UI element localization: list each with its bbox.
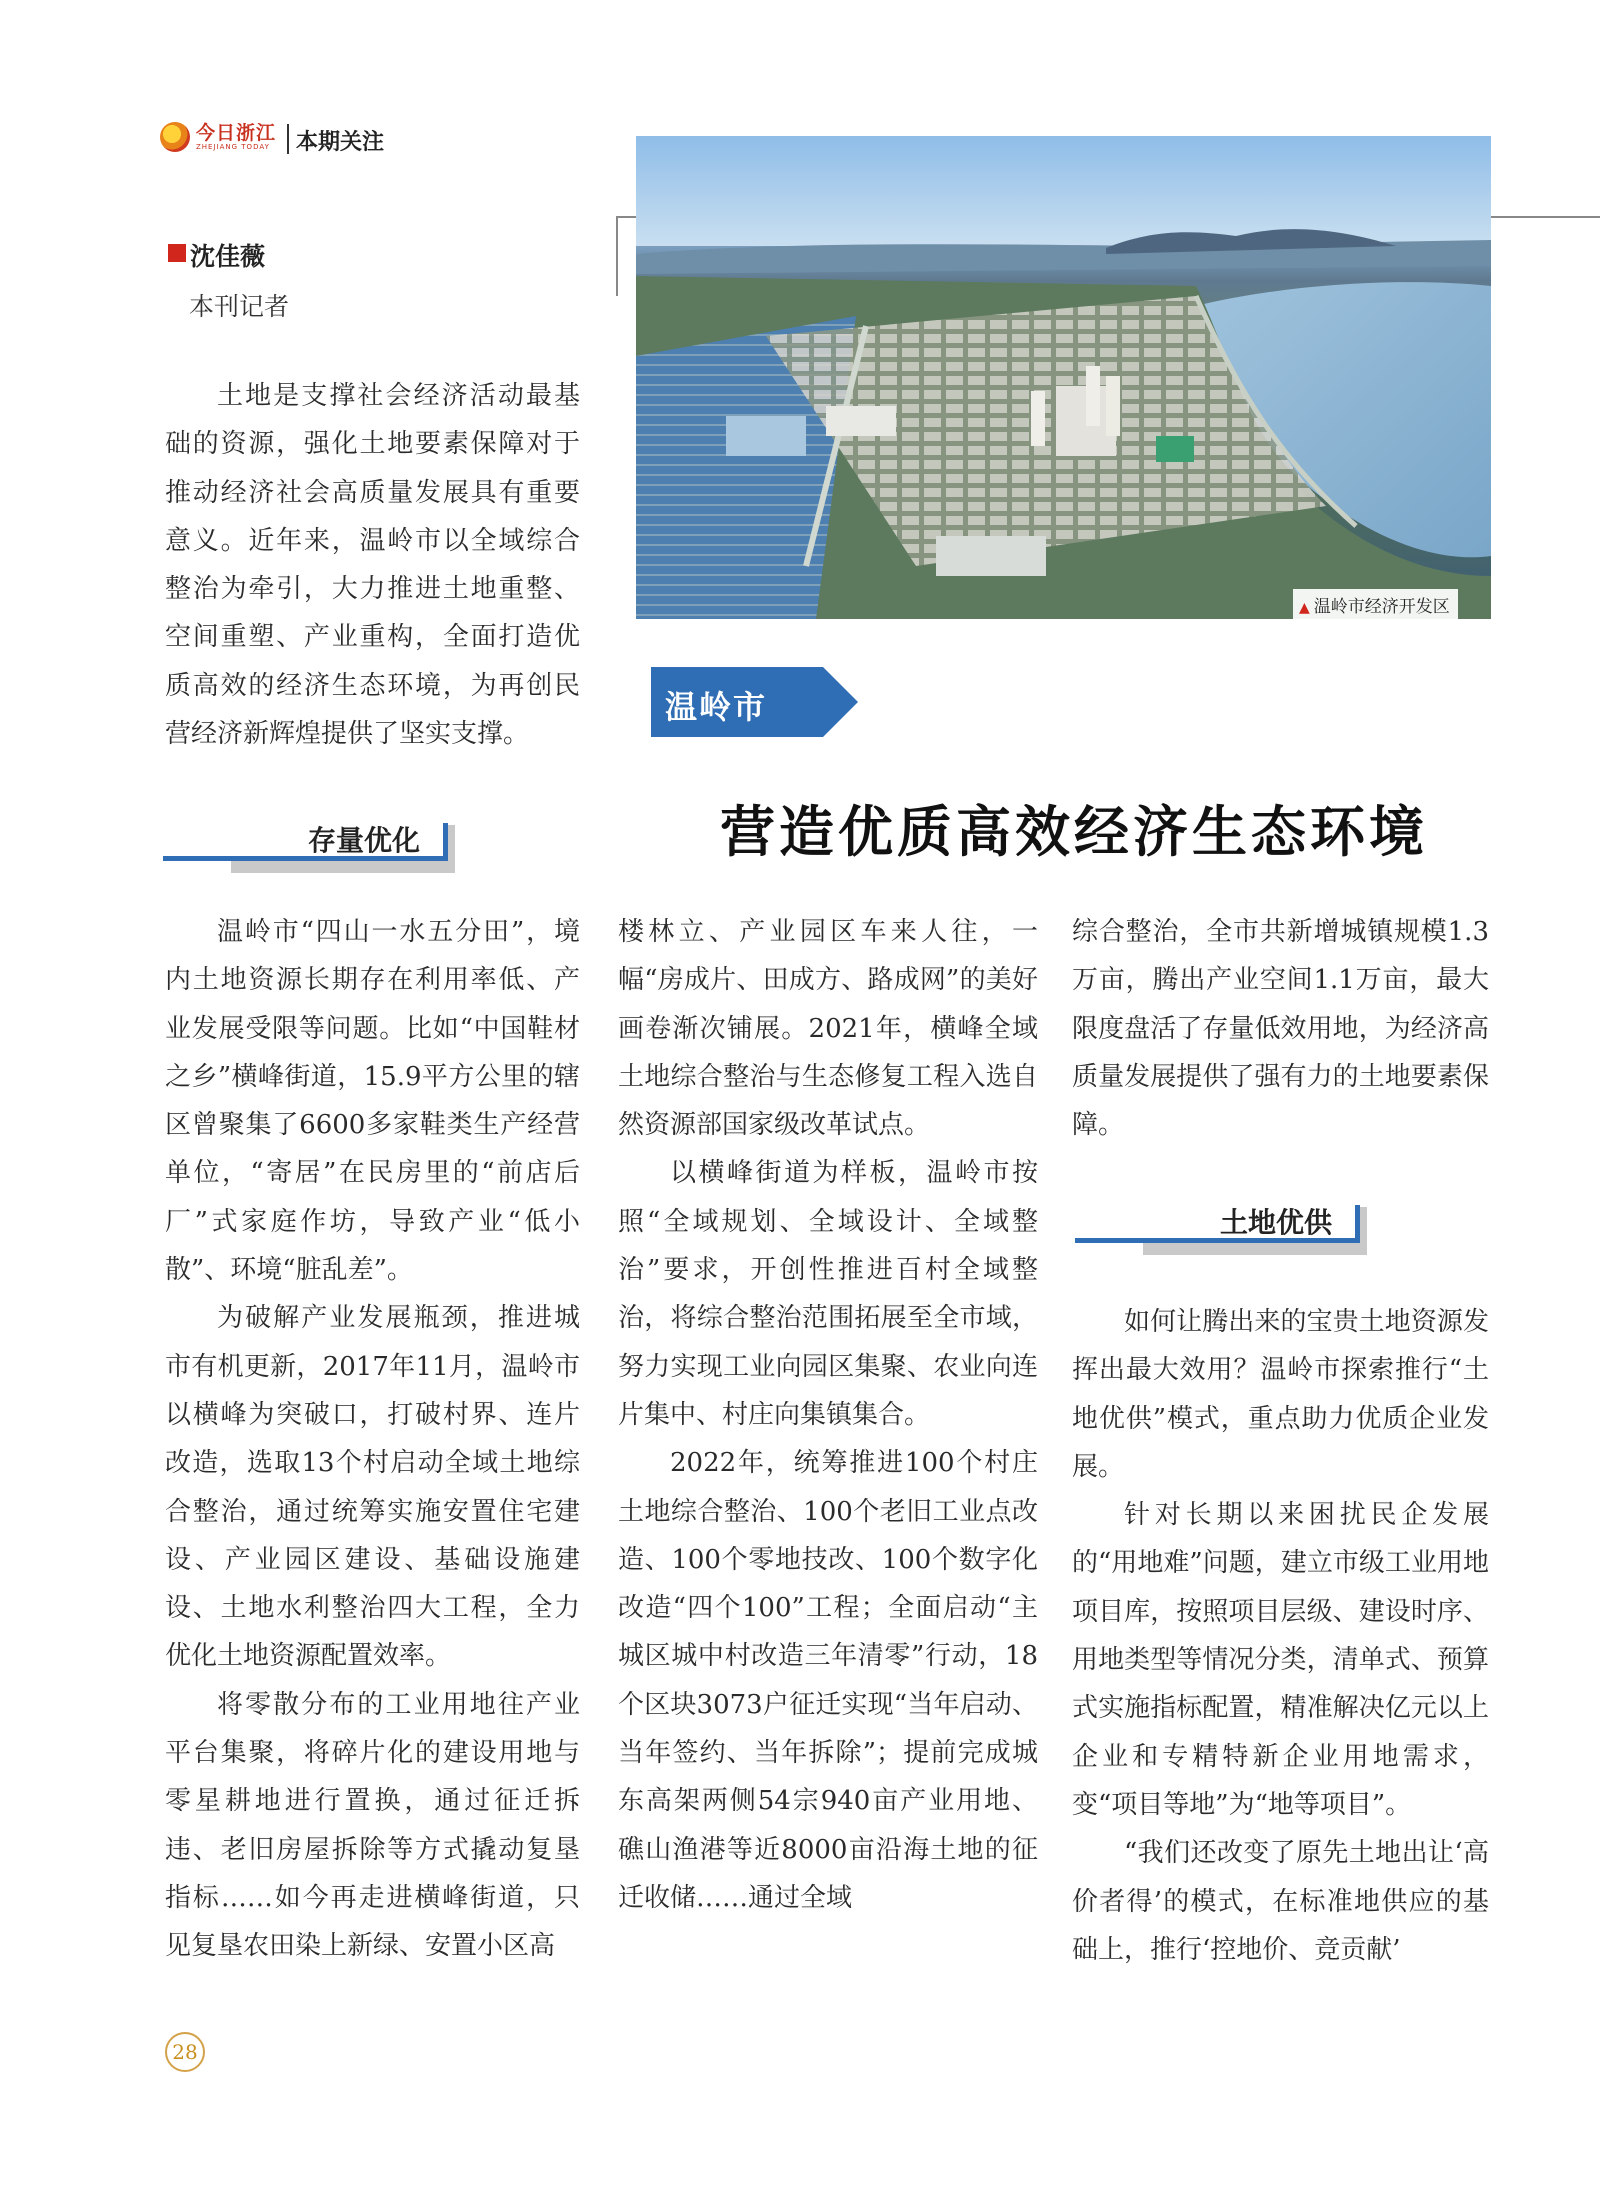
- paragraph: “我们还改变了原先土地出让‘高价者得’的模式，在标准地供应的基础上，推行‘控地价、竞贡献’: [1072, 1838, 1489, 1965]
- author-marker: [168, 244, 186, 262]
- subhead-corner: [443, 823, 448, 861]
- subhead-shadow: [1143, 1243, 1367, 1255]
- paragraph: 2022年，统筹推进100个村庄土地综合整治、100个老旧工业点改造、100个零地技改、100个数字化改造“四个100”工程；全面启动“主城区城中村改造三年清零”行动，18个区块3073户征迁实现“当年启动、当年签约、当年拆除”；提前完成城东高架两侧54宗940亩产业用地、礁山渔港等近8000亩沿海土地的征迁收储……通过全域: [618, 1448, 1038, 1913]
- aerial-photo: [636, 136, 1491, 619]
- header-divider: [287, 124, 289, 154]
- section-label: 本期关注: [296, 130, 385, 155]
- subhead-corner: [1355, 1205, 1360, 1243]
- paragraph: 以横峰街道为样板，温岭市按照“全域规划、全域设计、全域整治”要求，开创性推进百村全域整治，将综合整治范围拓展至全市域，努力实现工业向园区集聚、农业向连片集中、村庄向集镇集合。: [618, 1158, 1038, 1430]
- subhead-text: 存量优化: [308, 824, 421, 857]
- logo-mark-icon: [160, 122, 190, 152]
- article-intro: [165, 372, 580, 758]
- subhead-text: 土地优供: [1220, 1206, 1333, 1239]
- paragraph: 针对长期以来困扰民企发展的“用地难”问题，建立市级工业用地项目库，按照项目层级、建设时序、用地类型等情况分类，清单式、预算式实施指标配置，精准解决亿元以上企业和专精特新企业用地需求，变“项目等地”为“地等项目”。: [1072, 1500, 1489, 1820]
- paragraph: 楼林立、产业园区车来人往，一幅“房成片、田成方、路成网”的美好画卷渐次铺展。2021年，横峰全域土地综合整治与生态修复工程入选自然资源部国家级改革试点。: [618, 917, 1038, 1141]
- author-role: 本刊记者: [189, 292, 290, 321]
- aerial-photo-illustration: [636, 136, 1491, 619]
- paragraph: 综合整治，全市共新增城镇规模1.3万亩，腾出产业空间1.1万亩，最大限度盘活了存量低效用地，为经济高质量发展提供了强有力的土地要素保障。: [1072, 917, 1489, 1141]
- subhead-stock-optimization: [163, 815, 455, 861]
- page-number: 28: [165, 2032, 205, 2072]
- article-headline: 营造优质高效经济生态环境: [720, 799, 1429, 864]
- frame-line: [616, 216, 618, 296]
- subhead-land-supply: [1075, 1197, 1367, 1243]
- paragraph: 温岭市“四山一水五分田”，境内土地资源长期存在利用率低、产业发展受限等问题。比如“中国鞋材之乡”横峰街道，15.9平方公里的辖区曾聚集了6600多家鞋类生产经营单位，“寄居”在民房里的“前店后厂”式家庭作坊，导致产业“低小散”、环境“脏乱差”。: [165, 917, 580, 1286]
- paragraph: 将零散分布的工业用地往产业平台集聚，将碎片化的建设用地与零星耕地进行置换，通过征迁拆违、老旧房屋拆除等方式撬动复垦指标……如今再走进横峰街道，只见复垦农田染上新绿、安置小区高: [165, 1689, 580, 1962]
- frame-line: [616, 216, 636, 218]
- magazine-logo-sub: ZHEJIANG TODAY: [196, 143, 270, 151]
- paragraph: 为破解产业发展瓶颈，推进城市有机更新，2017年11月，温岭市以横峰为突破口，打破村界、连片改造，选取13个村启动全域土地综合整治，通过统筹实施安置住宅建设、产业园区建设、基础设施建设、土地水利整治四大工程，全力优化土地资源配置效率。: [165, 1303, 580, 1672]
- location-tag: 温岭市: [665, 688, 768, 726]
- photo-caption: [1293, 589, 1458, 620]
- frame-line: [1491, 216, 1600, 218]
- subhead-shadow: [231, 861, 455, 873]
- magazine-logo: 今日浙江: [196, 122, 277, 144]
- body-column-1: [165, 908, 580, 1971]
- body-column-2: [618, 908, 1038, 1922]
- intro-paragraph: 土地是支撑社会经济活动最基础的资源，强化土地要素保障对于推动经济社会高质量发展具有重要意义。近年来，温岭市以全域综合整治为牵引，大力推进土地重整、空间重塑、产业重构，全面打造优质高效的经济生态环境，为再创民营经济新辉煌提供了坚实支撑。: [165, 381, 580, 750]
- caption-triangle-icon: ▲: [1299, 600, 1310, 616]
- body-column-3: [1072, 908, 1489, 1149]
- paragraph: 如何让腾出来的宝贵土地资源发挥出最大效用？温岭市探索推行“土地优供”模式，重点助力优质企业发展。: [1072, 1307, 1489, 1482]
- body-column-3-continued: [1072, 1298, 1489, 1974]
- author-name: 沈佳薇: [190, 242, 266, 271]
- photo-caption-text: 温岭市经济开发区: [1313, 597, 1450, 617]
